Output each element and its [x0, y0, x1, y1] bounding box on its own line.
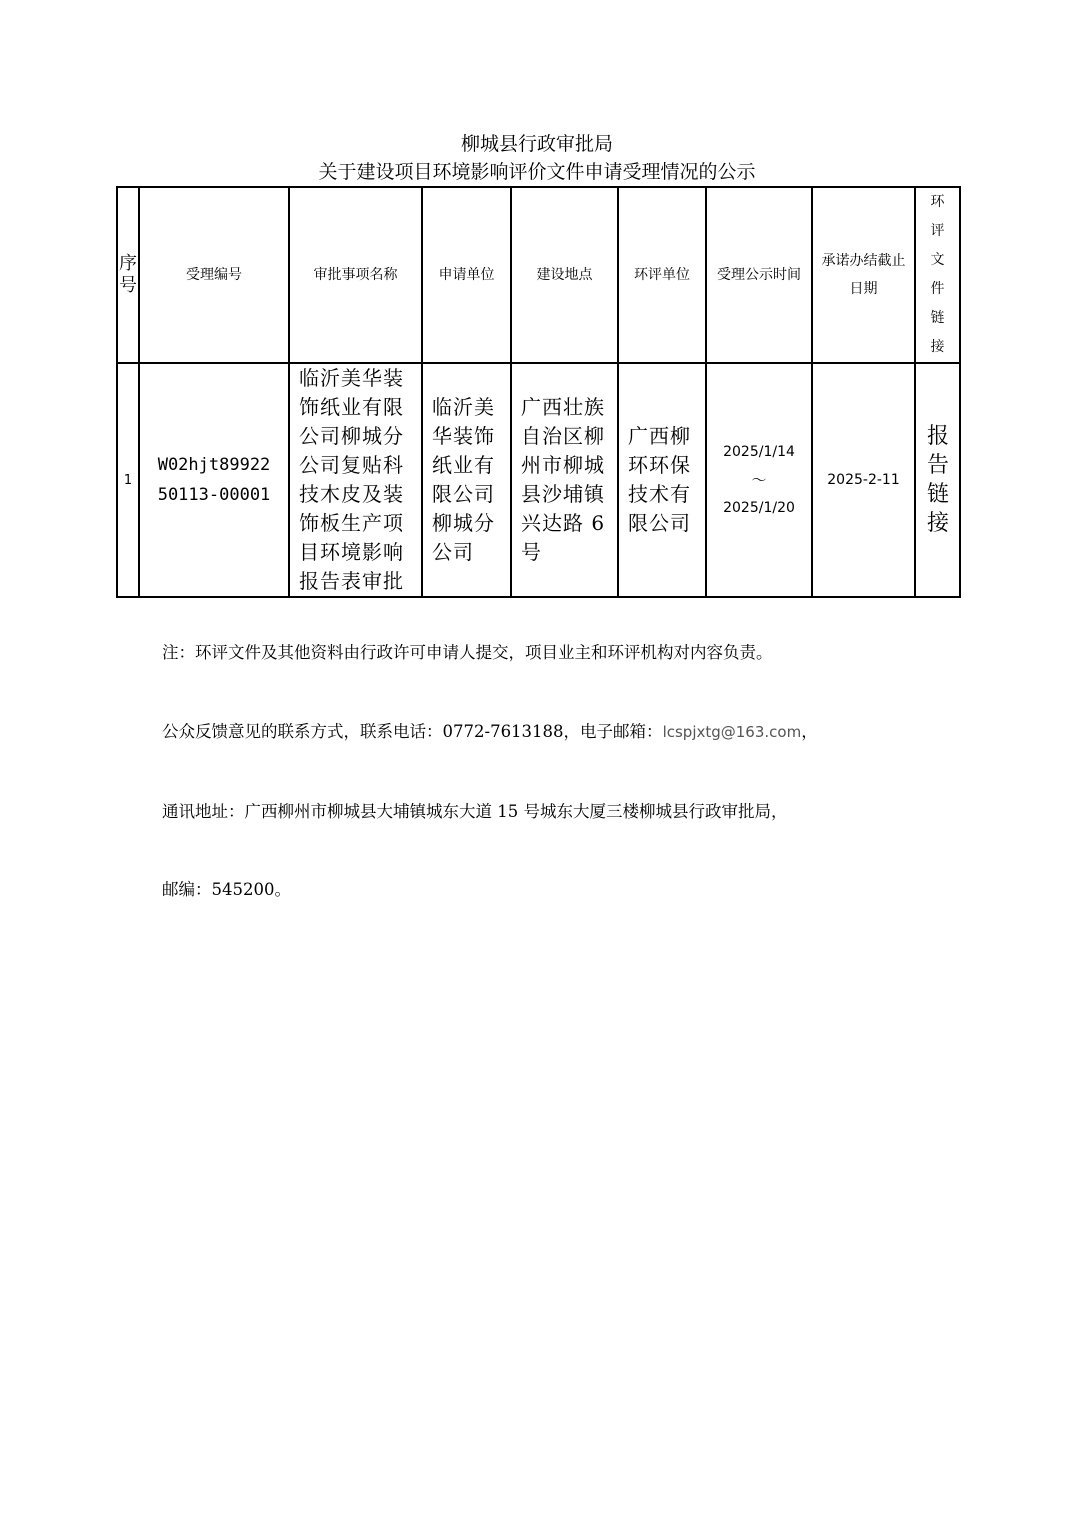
table-row	[117, 363, 960, 597]
header-item: 审批事项名称	[289, 187, 422, 363]
cell-applicant: 临沂美华装饰纸业有限公司柳城分公司	[422, 363, 511, 597]
header-eia-unit: 环评单位	[618, 187, 706, 363]
table-header-row	[117, 187, 960, 363]
cell-seq: 1	[117, 363, 139, 597]
header-link: 环评文件链接	[915, 187, 960, 363]
period-start: 2025/1/14	[723, 444, 795, 460]
header-applicant: 申请单位	[422, 187, 511, 363]
note-disclaimer: 注：环评文件及其他资料由行政许可申请人提交，项目业主和环评机构对内容负责。	[162, 643, 773, 662]
period-end: 2025/1/20	[723, 500, 795, 516]
cell-item: 临沂美华装饰纸业有限公司柳城分公司复贴科技木皮及装饰板生产项目环境影响报告表审批	[289, 363, 422, 597]
period-separator: ～	[751, 471, 767, 489]
header-seq: 序号	[117, 187, 139, 363]
cell-location: 广西壮族自治区柳州市柳城县沙埔镇兴达路 6 号	[511, 363, 618, 597]
header-deadline: 承诺办结截止日期	[812, 187, 915, 363]
header-period: 受理公示时间	[706, 187, 812, 363]
note-postcode: 邮编：545200。	[162, 880, 291, 899]
contact-phone-text: 公众反馈意见的联系方式，联系电话：0772-7613188，电子邮箱：	[162, 722, 663, 741]
header-location: 建设地点	[511, 187, 618, 363]
cell-id: W02hjt89922 50113-00001	[139, 363, 289, 597]
document-title-line1: 柳城县行政审批局	[460, 133, 613, 155]
document-title-line2: 关于建设项目环境影响评价文件申请受理情况的公示	[318, 161, 756, 183]
header-id: 受理编号	[139, 187, 289, 363]
announcement-table	[116, 186, 961, 598]
report-link[interactable]: 报告链接	[915, 363, 960, 597]
contact-email[interactable]: lcspjxtg@163.com	[662, 723, 802, 741]
cell-deadline: 2025-2-11	[812, 363, 915, 597]
cell-eia-unit: 广西柳环环保技术有限公司	[618, 363, 706, 597]
contact-suffix: ，	[801, 722, 818, 741]
note-address: 通讯地址：广西柳州市柳城县大埔镇城东大道 15 号城东大厦三楼柳城县行政审批局，	[162, 802, 788, 821]
note-contact	[162, 720, 818, 744]
cell-period	[706, 363, 812, 597]
